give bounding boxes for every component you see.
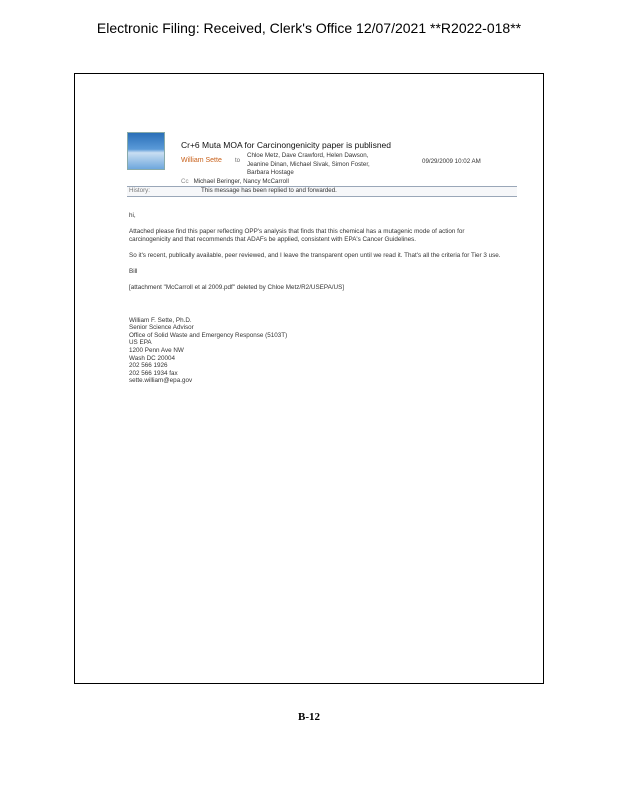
cc-recipients: Michael Beringer, Nancy McCarroll [193,178,289,185]
history-label: History: [129,187,150,194]
signature-line: 1200 Penn Ave NW [129,346,184,354]
signature-line: 202 566 1926 [129,362,168,370]
body-paragraph: Attached please find this paper reflecting OPP's analysis that finds that this chemical has a mutagenic mode of action for carcinogenicity and that recommends that ADAFs be applied, consistent with EPA's Cancer Guidelines. [129,228,465,243]
signature-line: Office of Solid Waste and Emergency Response (5103T) [129,331,288,339]
history-bar [127,186,517,197]
email-cc-row [181,178,289,185]
email-sender[interactable]: William Sette [181,157,222,164]
attachment-note: [attachment "McCarroll et al 2009.pdf" deleted by Chloe Metz/R2/USEPA/US] [129,283,345,291]
filing-header: Electronic Filing: Received, Clerk's Office 12/07/2021 **R2022-018** [96,20,522,36]
signature-block [129,317,501,385]
email-subject: Cr+6 Muta MOA for Carcinongenicity paper is publisned [181,140,392,150]
signature-line: Senior Science Advisor [129,324,194,332]
signature-email[interactable]: sette.william@epa.gov [129,377,193,385]
body-paragraph: So it's recent, publically available, peer reviewed, and I leave the transparent open until we read it. That's all the criteria for Tier 3 use. [129,251,501,259]
recipient-line: Jeanine Dinan, Michael Sivak, Simon Foster, [247,160,370,168]
recipient-line: Barbara Hostage [247,169,294,177]
email-date: 09/29/2009 10:02 AM [422,158,481,165]
email-body [129,212,501,385]
exhibit-frame [74,73,544,684]
email-recipients [247,152,407,178]
sender-photo [127,132,165,170]
recipient-line: Chloe Metz, Dave Crawford, Helen Dawson, [247,152,369,159]
to-label: to [235,158,241,164]
page-number: B-12 [298,711,320,723]
signature-line: William F. Sette, Ph.D. [129,316,192,324]
cc-label: Cc [181,178,189,185]
signature-line: Wash DC 20004 [129,354,175,362]
greeting: hi, [129,212,136,219]
history-text: This message has been replied to and forwarded. [201,187,337,194]
signature-line: 202 566 1934 fax [129,369,178,377]
signature-line: US EPA [129,339,152,347]
signoff: Bill [129,267,138,275]
